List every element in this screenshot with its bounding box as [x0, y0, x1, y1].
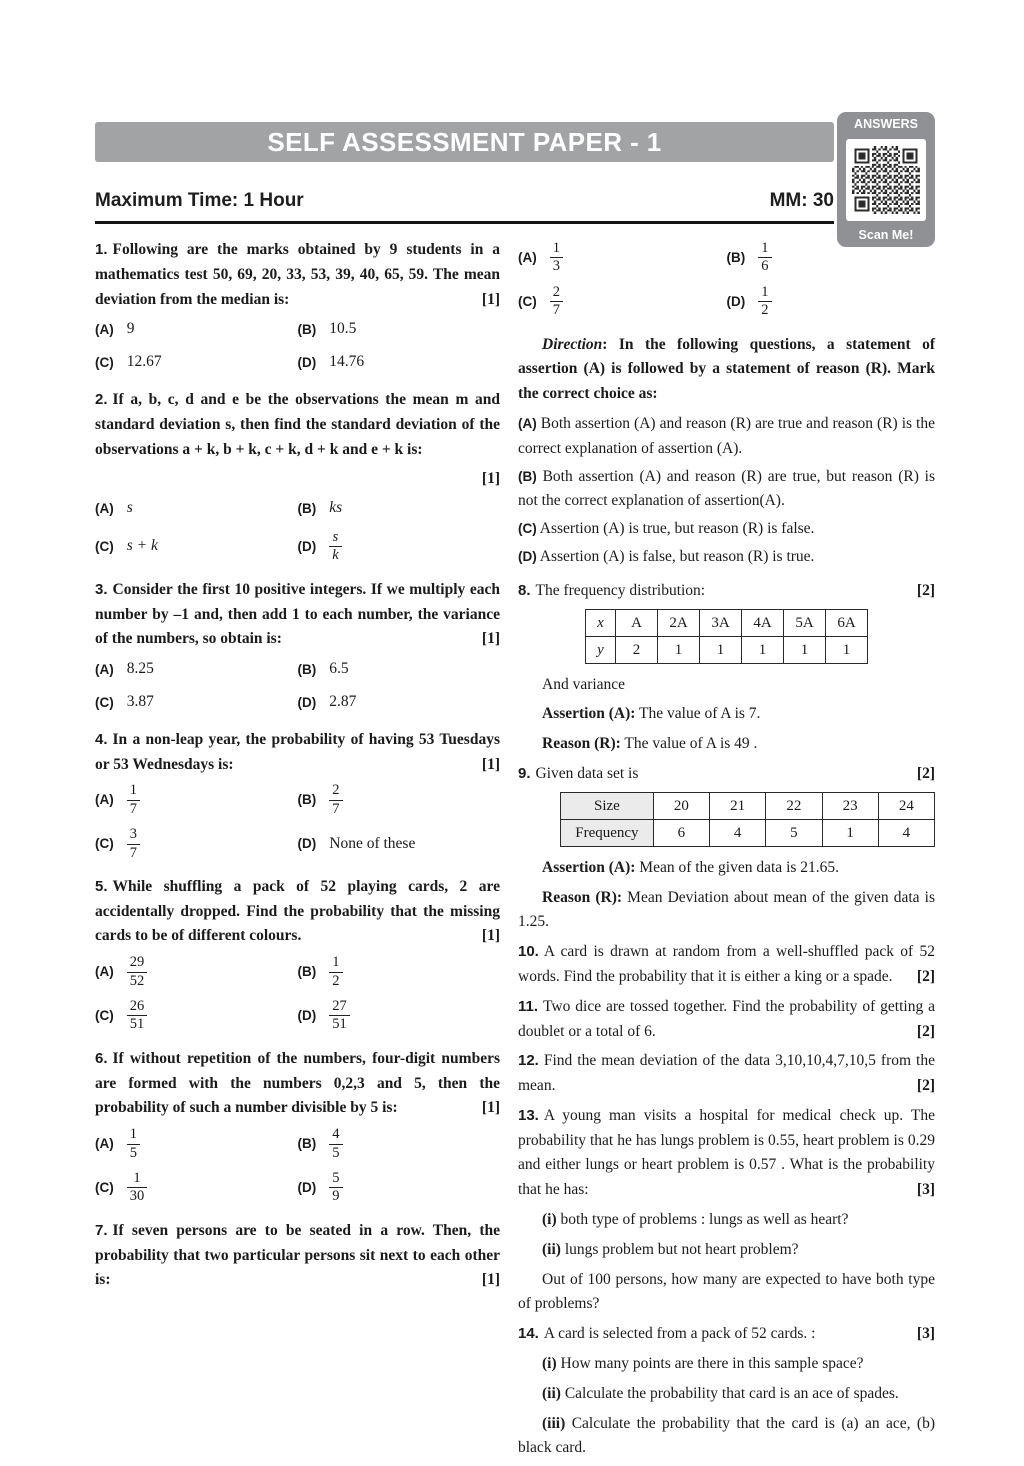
marks-badge: [1]: [481, 290, 500, 308]
marks-badge: [2]: [916, 1022, 935, 1040]
option-label: (C): [518, 293, 537, 309]
fraction-denominator: 5: [329, 1144, 342, 1162]
reason-label: Reason (R):: [542, 735, 621, 753]
subquestion-label: (i): [542, 1355, 557, 1373]
table-cell: 6: [653, 819, 709, 846]
fraction-numerator: 27: [332, 998, 347, 1015]
fraction-numerator: 2: [332, 782, 340, 799]
question-4: [95, 728, 500, 862]
question-text: 6. If without repetition of the numbers, four-digit numbers are formed with the numbers 0,2,3 and 5, then the probability of such a number divisible by 5 is: [1]: [95, 1047, 500, 1121]
marks-badge: [3]: [916, 1181, 935, 1199]
meta-row: [95, 190, 834, 212]
subquestion-ii: (ii) Calculate the probability that card is an ace of spades.: [542, 1384, 899, 1402]
assertion-label: Assertion (A):: [542, 858, 636, 876]
question-number: 12.: [518, 1052, 539, 1070]
question-text: 12. Find the mean deviation of the data 3,10,10,4,7,10,5 from the mean. [2]: [518, 1049, 935, 1099]
option-label: (B): [297, 500, 317, 516]
options-grid: [95, 782, 500, 862]
option-value: 12.67: [126, 353, 162, 371]
option-value: ks: [329, 499, 343, 517]
option-a: [95, 1126, 298, 1162]
question-number: 3.: [95, 580, 108, 598]
question-number: 1.: [95, 241, 108, 258]
option-c: [95, 350, 298, 375]
option-d: [298, 826, 501, 862]
option-b: [727, 240, 936, 276]
marks-badge: [2]: [916, 967, 935, 985]
fraction-numerator: 26: [129, 998, 145, 1015]
table-cell: 5A: [784, 609, 826, 636]
frequency-table-q8: [585, 609, 868, 664]
question-3: [95, 578, 500, 715]
marks-badge: [2]: [916, 1077, 935, 1095]
reason-line: Reason (R): The value of A is 49 .: [542, 735, 758, 753]
question-9: [518, 762, 935, 935]
option-b: [298, 782, 501, 818]
max-marks-label: MM: 30: [769, 190, 834, 211]
option-label: (A): [95, 1136, 114, 1152]
question-2: [95, 388, 500, 565]
question-14: [518, 1322, 935, 1461]
question-8: [518, 579, 935, 757]
table-cell: 1: [784, 636, 826, 663]
fraction: [329, 1170, 342, 1206]
table-cell: 4A: [742, 609, 784, 636]
fraction-numerator: 1: [133, 1170, 141, 1187]
table-cell: 5: [766, 819, 822, 846]
option-a: [95, 657, 298, 682]
question-text: 1. Following are the marks obtained by 9 students in a mathematics test 50, 69, 20, 33, 53, 39, 40, 65, 59. The mean deviation from the median is: [1]: [95, 238, 500, 312]
paper-title-bar: [95, 122, 834, 162]
fraction-denominator: 52: [127, 972, 148, 990]
direction-choice-c: (C) Assertion (A) is true, but reason (R) is false.: [518, 520, 815, 538]
question-text: 3. Consider the first 10 positive integers. If we multiply each number by –1 and, then add 1 to each number, the variance of the numbers, so obtain is: [1]: [95, 578, 500, 652]
question-13: [518, 1104, 935, 1317]
qr-panel: [837, 112, 935, 247]
option-value: s + k: [126, 537, 158, 555]
option-label: (D): [297, 694, 317, 710]
fraction: [127, 782, 140, 818]
assertion-label: Assertion (A):: [542, 705, 636, 723]
option-label: (D): [297, 539, 317, 555]
right-column: [518, 238, 935, 1466]
question-11: [518, 995, 935, 1045]
option-b: [298, 317, 501, 342]
fraction-numerator: 1: [129, 782, 137, 799]
option-label: (C): [518, 521, 537, 537]
table-cell: 1: [700, 636, 742, 663]
option-b: [298, 496, 501, 521]
table-cell: 6A: [826, 609, 868, 636]
option-c: [518, 284, 727, 320]
question-text: 11. Two dice are tossed together. Find the probability of getting a doublet or a total of 6. [2]: [518, 995, 935, 1045]
option-label: (A): [95, 792, 114, 808]
fraction: [127, 1170, 148, 1206]
option-label: (C): [95, 1008, 114, 1024]
fraction: [329, 529, 341, 565]
fraction-denominator: 6: [758, 257, 771, 275]
table-cell: 1: [658, 636, 700, 663]
option-label: (A): [518, 415, 537, 431]
option-a: [518, 240, 727, 276]
fraction-denominator: 51: [329, 1015, 350, 1033]
assertion-line: Assertion (A): The value of A is 7.: [542, 705, 761, 723]
marks-badge: [2]: [916, 581, 935, 599]
option-value: 3.87: [126, 692, 154, 710]
fraction-numerator: 1: [761, 283, 769, 300]
marks-badge: [3]: [916, 1325, 935, 1343]
question-6: [95, 1047, 500, 1206]
options-grid: [95, 954, 500, 1034]
table-cell: 24: [878, 792, 934, 819]
question-number: 10.: [518, 943, 539, 961]
table-cell: 1: [822, 819, 878, 846]
table-cell: 1: [742, 636, 784, 663]
table-cell: Frequency: [561, 819, 654, 846]
table-cell: y: [586, 636, 616, 663]
content-columns: [95, 238, 935, 1466]
fraction-denominator: 3: [550, 257, 563, 275]
option-a: [95, 496, 298, 521]
fraction-denominator: 2: [758, 301, 771, 319]
option-label: (B): [297, 792, 317, 808]
option-label: (C): [95, 1180, 114, 1196]
option-label: (B): [297, 661, 317, 677]
table-row: [586, 609, 868, 636]
question-number: 13.: [518, 1106, 539, 1124]
fraction: [329, 998, 350, 1034]
option-d: [727, 284, 936, 320]
option-label: (D): [297, 1008, 317, 1024]
option-b: [298, 954, 501, 990]
option-d: [298, 998, 501, 1034]
fraction-denominator: 51: [127, 1015, 148, 1033]
table-cell: 21: [710, 792, 766, 819]
option-c: [95, 690, 298, 715]
question-number: 11.: [518, 997, 539, 1015]
fraction-numerator: 1: [129, 1126, 137, 1143]
question-10: [518, 940, 935, 990]
options-grid: [95, 1126, 500, 1206]
table-cell: 2A: [658, 609, 700, 636]
option-value: 8.25: [126, 660, 154, 678]
option-label: (A): [95, 661, 114, 677]
option-value: 9: [126, 320, 135, 338]
fraction: [127, 1126, 140, 1162]
option-label: (B): [518, 468, 537, 484]
fraction-denominator: 5: [127, 1144, 140, 1162]
fraction-numerator: 1: [761, 240, 769, 256]
option-label: (B): [297, 321, 317, 337]
fraction-numerator: 2: [552, 283, 560, 300]
fraction-numerator: 4: [332, 1126, 340, 1143]
option-label: (D): [297, 836, 317, 852]
question-5: [95, 875, 500, 1034]
subquestion-label: (ii): [542, 1384, 561, 1402]
option-label: (D): [518, 548, 537, 564]
direction-choice-d: (D) Assertion (A) is false, but reason (R) is true.: [518, 547, 815, 565]
fraction: [329, 954, 342, 990]
fraction-denominator: 7: [550, 301, 563, 319]
option-label: (B): [297, 964, 317, 980]
fraction-numerator: 3: [129, 826, 137, 843]
marks-badge: [1]: [481, 1271, 500, 1289]
fraction: [329, 782, 342, 818]
fraction-denominator: 9: [329, 1187, 342, 1205]
option-b: [298, 1126, 501, 1162]
table-row: [561, 792, 935, 819]
option-c: [95, 1170, 298, 1206]
direction-block: [518, 333, 935, 570]
option-label: (C): [95, 539, 114, 555]
option-a: [95, 782, 298, 818]
header-divider: [95, 221, 834, 224]
options-grid: [95, 496, 500, 565]
question-text: 5. While shuffling a pack of 52 playing cards, 2 are accidentally dropped. Find the probability that the missing cards to be of different colours. [1]: [95, 875, 500, 949]
reason-line: Reason (R): Mean Deviation about mean of the given data is 1.25.: [518, 888, 935, 931]
question-number: 4.: [95, 730, 108, 748]
option-label: (D): [726, 293, 746, 309]
table-row: [561, 819, 935, 846]
question-text: 7. If seven persons are to be seated in a row. Then, the probability that two particular persons sit next to each other is: [1]: [95, 1219, 500, 1293]
marks-badge: [1]: [481, 630, 500, 648]
question-7-options-grid: [518, 240, 935, 320]
qr-code-frame: [846, 139, 926, 221]
fraction-denominator: 7: [127, 844, 140, 862]
left-column: [95, 238, 500, 1466]
question-number: 7.: [95, 1221, 108, 1239]
fraction-denominator: 2: [329, 972, 342, 990]
fraction-denominator: 7: [329, 800, 342, 818]
options-grid: [95, 317, 500, 375]
max-time-label: Maximum Time: 1 Hour: [95, 190, 304, 211]
qr-finder-top-left: [852, 146, 872, 166]
table-cell: 22: [766, 792, 822, 819]
question-1: [95, 238, 500, 375]
fraction: [127, 826, 140, 862]
option-value: 2.87: [329, 692, 357, 710]
table-cell: A: [616, 609, 658, 636]
fraction-denominator: k: [329, 546, 341, 564]
table-cell: 3A: [700, 609, 742, 636]
table-cell: 2: [616, 636, 658, 663]
question-text: 10. A card is drawn at random from a well-shuffled pack of 52 words. Find the probability that it is either a king or a spade. [2]: [518, 940, 935, 990]
fraction: [127, 954, 148, 990]
question-text: 2. If a, b, c, d and e be the observations the mean m and standard deviation s, then find the standard deviation of the observations a + k, b + k, c + k, d + k and e + k is:: [95, 390, 500, 458]
option-label: (A): [95, 964, 114, 980]
option-value: 10.5: [329, 320, 357, 338]
direction-intro: Direction: In the following questions, a statement of assertion (A) is followed by a statement of reason (R). Mark the correct choice as:: [518, 335, 935, 403]
subquestion-label: (iii): [542, 1414, 566, 1432]
option-label: (C): [95, 694, 114, 710]
direction-choice-a: (A) Both assertion (A) and reason (R) are true and reason (R) is the correct explanation of assertion (A).: [518, 414, 935, 457]
table-cell: 23: [822, 792, 878, 819]
table-row: [586, 636, 868, 663]
table-cell: Size: [561, 792, 654, 819]
option-label: (C): [95, 354, 114, 370]
marks-badge: [1]: [481, 470, 500, 488]
fraction: [329, 1126, 342, 1162]
question-7: [95, 1219, 500, 1293]
table-cell: 20: [653, 792, 709, 819]
question-text: 4. In a non-leap year, the probability of having 53 Tuesdays or 53 Wednesdays is: [1]: [95, 728, 500, 778]
fraction-numerator: 1: [552, 240, 560, 256]
fraction-numerator: s: [332, 528, 339, 545]
marks-badge: [2]: [916, 764, 935, 782]
question-number: 6.: [95, 1049, 108, 1067]
fraction-numerator: 5: [332, 1170, 340, 1187]
subquestion-label: (i): [542, 1211, 557, 1229]
options-grid: [95, 657, 500, 715]
option-c: [95, 529, 298, 565]
question-number: 9.: [518, 764, 531, 782]
subquestion-i: (i) How many points are there in this sample space?: [542, 1355, 864, 1373]
option-d: [298, 529, 501, 565]
qr-answers-label: ANSWERS: [854, 117, 918, 131]
question-text: 13. A young man visits a hospital for medical check up. The probability that he has lungs problem is 0.55, heart problem is 0.29 and either lungs or heart problem is 0.57 . What is the probability that he has: [3]: [518, 1104, 935, 1203]
fraction: [550, 284, 563, 320]
option-label: (B): [726, 250, 746, 266]
option-label: (B): [297, 1136, 317, 1152]
fraction-denominator: 7: [127, 800, 140, 818]
paper-title: SELF ASSESSMENT PAPER - 1: [267, 126, 662, 157]
question-text: 9. Given data set is [2]: [518, 762, 935, 787]
direction-word: Direction: [542, 335, 603, 353]
question-number: 8.: [518, 581, 531, 599]
option-label: (A): [95, 500, 114, 516]
option-d: [298, 350, 501, 375]
option-b: [298, 657, 501, 682]
subquestion-ii: (ii) lungs problem but not heart problem?: [542, 1240, 799, 1258]
data-table-q9: [560, 792, 935, 847]
option-a: [95, 954, 298, 990]
option-value: 6.5: [329, 660, 349, 678]
reason-label: Reason (R):: [542, 888, 623, 906]
question-text: 14. A card is selected from a pack of 52 cards. : [3]: [518, 1322, 935, 1347]
variance-note: And variance: [542, 675, 626, 693]
fraction: [758, 240, 771, 276]
subquestion-extra: Out of 100 persons, how many are expected to have both type of problems?: [518, 1270, 935, 1313]
qr-finder-top-right: [900, 146, 920, 166]
question-number: 14.: [518, 1325, 539, 1343]
option-label: (D): [297, 354, 317, 370]
question-number: 2.: [95, 390, 108, 408]
option-d: [298, 1170, 501, 1206]
table-cell: 1: [826, 636, 868, 663]
option-label: (A): [518, 250, 537, 266]
option-label: (C): [95, 836, 114, 852]
fraction-numerator: 29: [129, 954, 145, 971]
table-cell: 4: [878, 819, 934, 846]
option-a: [95, 317, 298, 342]
qr-finder-bottom-left: [852, 194, 872, 214]
option-label: (D): [297, 1180, 317, 1196]
subquestion-label: (ii): [542, 1240, 561, 1258]
option-value: s: [126, 499, 133, 517]
option-c: [95, 998, 298, 1034]
option-d: [298, 690, 501, 715]
assertion-line: Assertion (A): Mean of the given data is 21.65.: [542, 858, 840, 876]
option-label: (A): [95, 321, 114, 337]
question-12: [518, 1049, 935, 1099]
fraction-numerator: 1: [332, 954, 340, 971]
fraction: [550, 240, 563, 276]
option-value: None of these: [329, 834, 416, 852]
direction-choice-b: (B) Both assertion (A) and reason (R) are true, but reason (R) is not the correct explanation of assertion(A).: [518, 467, 936, 510]
marks-badge: [1]: [481, 1099, 500, 1117]
qr-code-icon: [850, 144, 922, 216]
question-number: 5.: [95, 877, 108, 895]
qr-scanme-label: Scan Me!: [858, 228, 914, 242]
marks-badge: [1]: [481, 927, 500, 945]
table-cell: x: [586, 609, 616, 636]
question-text: 8. The frequency distribution: [2]: [518, 579, 935, 604]
option-c: [95, 826, 298, 862]
fraction: [127, 998, 148, 1034]
subquestion-iii: (iii) Calculate the probability that the card is (a) an ace, (b) black card.: [518, 1414, 936, 1457]
subquestion-i: (i) both type of problems : lungs as well as heart?: [542, 1211, 849, 1229]
marks-badge: [1]: [481, 755, 500, 773]
fraction: [758, 284, 771, 320]
fraction-denominator: 30: [127, 1187, 148, 1205]
table-cell: 4: [710, 819, 766, 846]
option-value: 14.76: [329, 353, 365, 371]
